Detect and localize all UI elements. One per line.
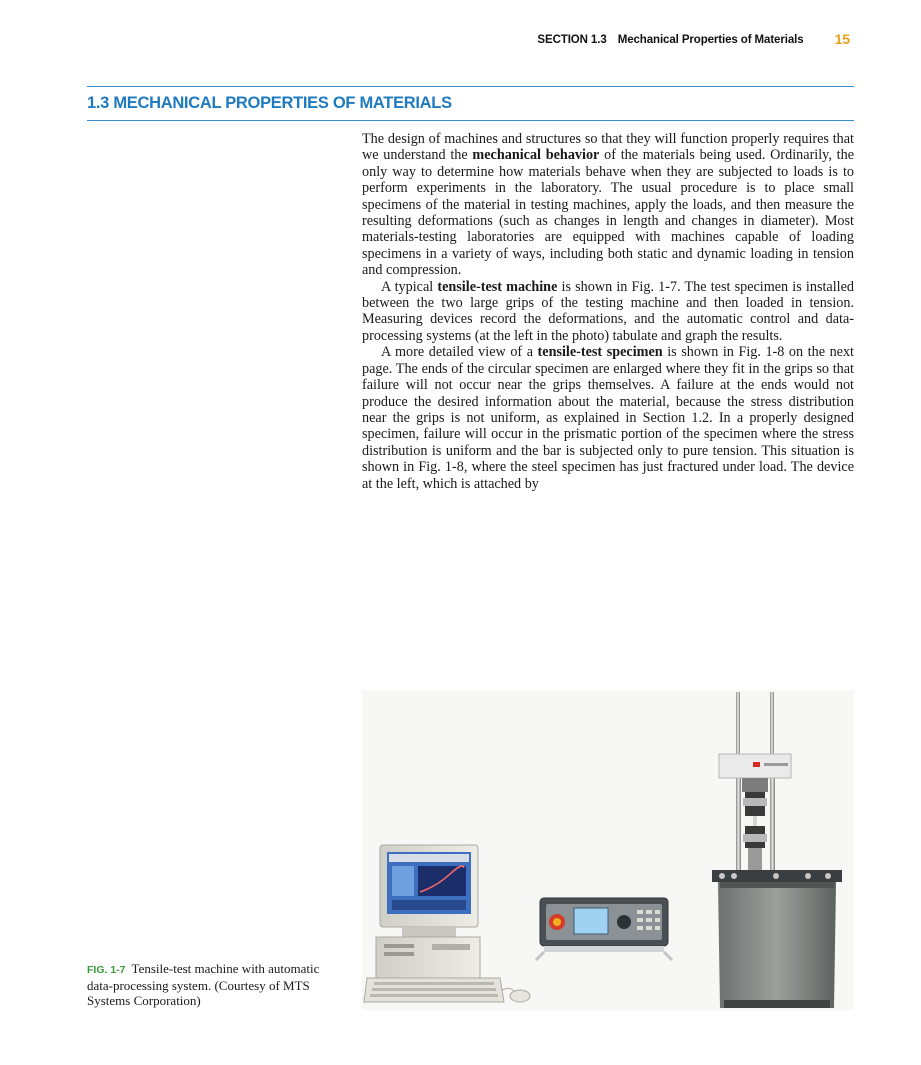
figure-caption-text: Tensile-test machine with automatic data-processing system. (Courtesy of MTS Systems Corporation): [87, 961, 320, 1008]
figure-caption: [87, 961, 347, 1008]
heading-rule-bottom: [87, 120, 854, 121]
page-number: 15: [834, 31, 850, 47]
running-head-section: SECTION 1.3: [537, 34, 607, 46]
paragraph-1: The design of machines and structures so that they will function properly requires that we understand the mechanical behavior of the materials being used. Ordinarily, the only way to determine how materials behave when they are subjected to loads is to perform experiments in the laboratory. The usual procedure is to place small specimens of the material in testing machines, apply the loads, and then measure the resulting deformations (such as changes in length and changes in diameter). Most materials-testing laboratories are equipped with machines capable of loading specimens in a variety of ways, including both static and dynamic loading in tension and compression.: [362, 131, 854, 279]
figure-photo: [362, 690, 854, 1010]
heading-rule-top: [87, 86, 854, 87]
computer-monitor: [380, 845, 478, 937]
section-heading: 1.3 MECHANICAL PROPERTIES OF MATERIALS: [87, 94, 452, 112]
term-tensile-test-specimen: tensile-test specimen: [537, 344, 663, 361]
term-mechanical-behavior: mechanical behavior: [472, 147, 600, 164]
paragraph-3: A more detailed view of a tensile-test specimen is shown in Fig. 1-8 on the next page. The ends of the circular specimen are enlarged where they fit in the grips so that failure will not occur near the grips themselves. A failure at the ends would not produce the desired information about the material, because the stress distribution near the grips is not uniform, as explained in Section 1.2. In a properly designed specimen, failure will occur in the prismatic portion of the specimen where the stress distribution is uniform and the bar is subjected only to pure tension. This situation is shown in Fig. 1-8, where the steel specimen has just fractured under load. The device at the left, which is attached by: [362, 344, 854, 492]
figure-label: FIG. 1-7: [87, 964, 126, 976]
term-tensile-test-machine: tensile-test machine: [437, 278, 558, 295]
running-head-title: Mechanical Properties of Materials: [617, 34, 804, 46]
body-text: [362, 131, 854, 492]
running-head: [0, 30, 850, 46]
control-console: [536, 898, 672, 960]
tensile-test-machine-photo: [362, 690, 854, 1010]
paragraph-2: A typical tensile-test machine is shown in Fig. 1-7. The test specimen is installed between the two large grips of the testing machine and then loaded in tension. Measuring devices record the deformations, and the automatic control and data-processing systems (at the left in the photo) tabulate and graph the results.: [362, 278, 854, 344]
